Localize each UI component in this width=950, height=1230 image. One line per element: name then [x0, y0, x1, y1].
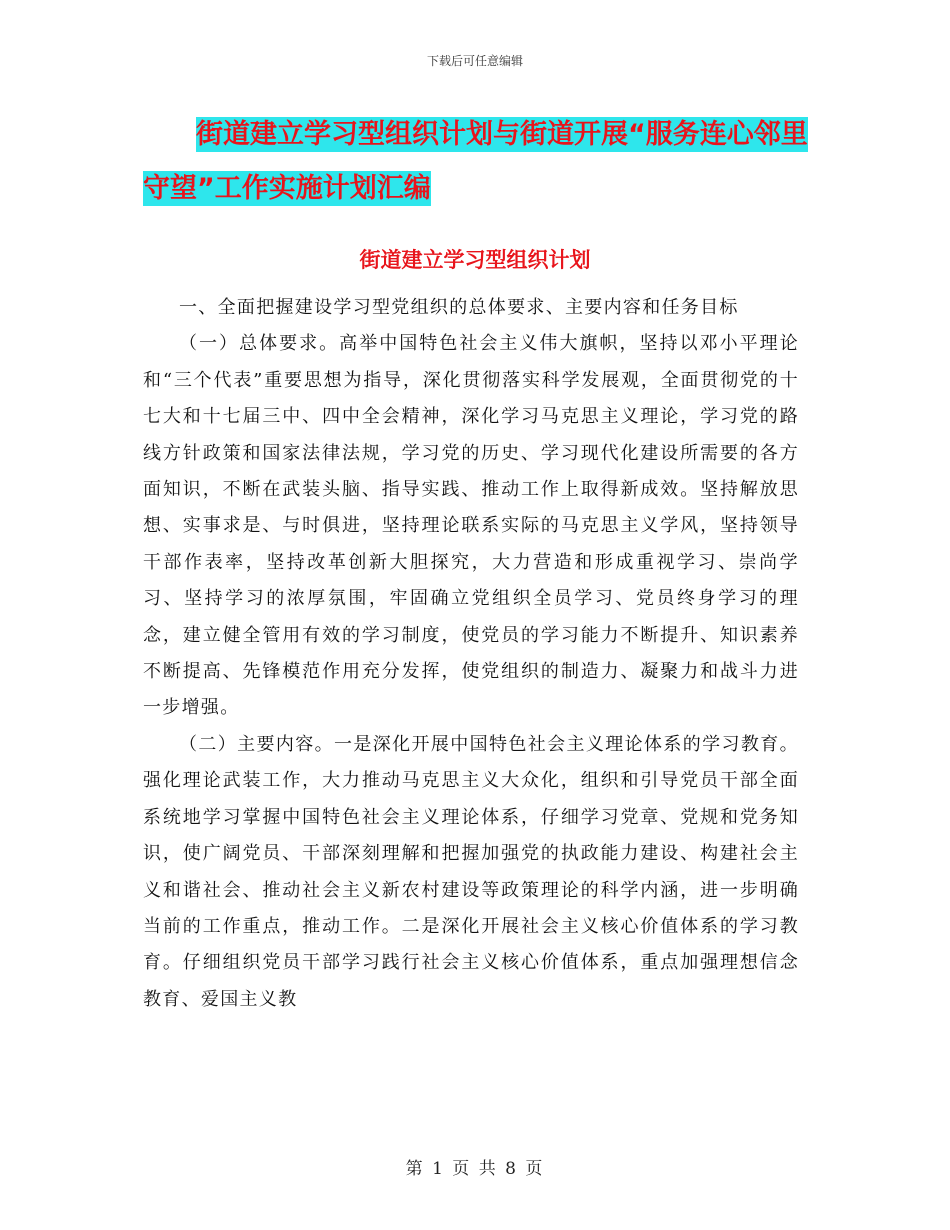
- title-line-1: 街道建立学习型组织计划与街道开展“服务连心邻里: [196, 119, 808, 150]
- header-note: 下载后可任意编辑: [426, 54, 523, 68]
- page-indicator: 第 1 页 共 8 页: [405, 1159, 545, 1179]
- section-title: 街道建立学习型组织计划: [359, 248, 591, 272]
- title-line-2: 守望”工作实施计划汇编: [143, 173, 431, 204]
- body-text: [143, 290, 799, 1018]
- paragraph: 一、全面把握建设学习型党组织的总体要求、主要内容和任务目标: [179, 297, 739, 318]
- document-title: [143, 108, 813, 216]
- paragraph: （一）总体要求。高举中国特色社会主义伟大旗帜，坚持以邓小平理论和“三个代表”重要思想为指导，深化贯彻落实科学发展观，全面贯彻党的十七大和十七届三中、四中全会精神，深化学习马克思主义理论，学习党的路线方针政策和国家法律法规，学习党的历史、学习现代化建设所需要的各方面知识，不断在武装头脑、指导实践、推动工作上取得新成效。坚持解放思想、实事求是、与时俱进，坚持理论联系实际的马克思主义学风，坚持领导干部作表率，坚持改革创新大胆探究，大力营造和形成重视学习、崇尚学习、坚持学习的浓厚氛围，牢固确立党组织全员学习、党员终身学习的理念，建立健全管用有效的学习制度，使党员的学习能力不断提升、知识素养不断提高、先锋模范作用充分发挥，使党组织的制造力、凝聚力和战斗力进一步增强。: [143, 333, 799, 719]
- paragraph: （二）主要内容。一是深化开展中国特色社会主义理论体系的学习教育。强化理论武装工作，大力推动马克思主义大众化，组织和引导党员干部全面系统地学习掌握中国特色社会主义理论体系，仔细学习党章、党规和党务知识，使广阔党员、干部深刻理解和把握加强党的执政能力建设、构建社会主义和谐社会、推动社会主义新农村建设等政策理论的科学内涵，进一步明确当前的工作重点，推动工作。二是深化开展社会主义核心价值体系的学习教育。仔细组织党员干部学习践行社会主义核心价值体系，重点加强理想信念教育、爱国主义教: [143, 733, 799, 1010]
